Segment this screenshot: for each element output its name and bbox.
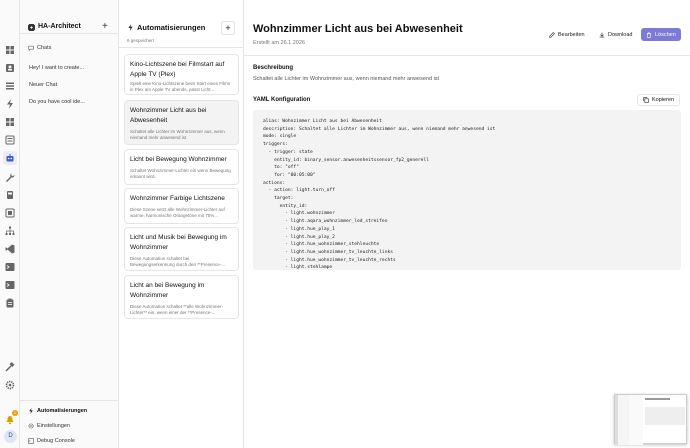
chat-sidebar xyxy=(20,0,119,448)
automation-card-desc: Diese Szene setzt alle Wohnzimmer-Lichter auf warme, harmonische Orangetöne mit 75%... xyxy=(130,207,225,218)
automation-card-desc: Schaltet alle Lichter im Wohnzimmer aus, wenn niemand mehr anwesend ist xyxy=(130,129,225,140)
yaml-code-block[interactable] xyxy=(253,110,681,270)
app-title: HA-Architect xyxy=(38,23,81,30)
automation-card-title: Licht und Musik bei Bewegung im Wohnzimmer xyxy=(130,234,227,251)
automation-card[interactable] xyxy=(124,188,239,224)
grid-icon[interactable] xyxy=(5,117,15,127)
divider xyxy=(244,55,690,56)
list-title: Automatisierungen xyxy=(137,23,206,32)
logo-icon xyxy=(28,24,35,31)
download-button-label: Download xyxy=(608,31,633,38)
edit-button-label: Bearbeiten xyxy=(558,31,585,38)
sidebar-footer xyxy=(20,400,119,448)
automation-card-title: Licht an bei Bewegung im Wohnzimmer xyxy=(130,282,205,299)
clipboard-icon[interactable] xyxy=(5,298,15,308)
automation-card-desc: Spielt eine Kino-Lichtszene beim Start eines Films in Plex am Apple TV abends, passt Licht... xyxy=(130,81,231,92)
chat-icon xyxy=(28,45,34,51)
notification-count: 1 xyxy=(13,410,17,415)
list-icon[interactable] xyxy=(5,135,15,145)
yaml-heading: YAML Konfiguration xyxy=(253,97,311,103)
automation-card-desc: Diese Automation schaltet **alle Wohnzimmer-Lichter** ein, wenn einer der **Presence-... xyxy=(130,304,223,315)
copy-button[interactable] xyxy=(637,94,680,106)
automation-card-title: Wohnzimmer Licht aus bei Abwesenheit xyxy=(130,107,207,124)
device-icon[interactable] xyxy=(5,190,15,200)
automation-card[interactable] xyxy=(124,227,239,271)
terminal-icon[interactable] xyxy=(5,280,15,290)
divider xyxy=(119,47,244,48)
automation-card-desc: Schaltet Wohnzimmer-Lichter ein wenn Bewegung erkannt wird. xyxy=(130,168,231,179)
nav-automations-label: Automatisierungen xyxy=(37,408,88,414)
trash-icon xyxy=(646,32,652,38)
wrench-icon[interactable] xyxy=(5,172,15,182)
account-box-icon[interactable] xyxy=(5,63,15,73)
nav-settings[interactable] xyxy=(28,423,70,429)
automation-card-desc: Diese Automation schaltet bei Bewegungserkennung durch den **Presence-... xyxy=(130,256,226,267)
automation-card-title: Licht bei Bewegung Wohnzimmer xyxy=(130,156,227,163)
hammer-icon[interactable] xyxy=(5,362,15,372)
gear-icon[interactable] xyxy=(5,380,15,390)
automation-detail xyxy=(244,0,690,448)
chat-item[interactable]: Do you have cool ide... xyxy=(29,99,85,105)
frame-icon[interactable] xyxy=(5,208,15,218)
nav-settings-label: Einstellungen xyxy=(37,423,71,429)
description-heading: Beschreibung xyxy=(253,65,294,71)
automation-card[interactable] xyxy=(124,54,239,95)
copy-button-label: Kopieren xyxy=(652,97,675,103)
lightning-icon xyxy=(28,408,34,414)
created-date: Erstellt am 26.1.2026 xyxy=(253,40,305,46)
delete-button-label: Löschen xyxy=(655,31,676,38)
pencil-icon xyxy=(549,32,555,38)
nav-debug-console[interactable] xyxy=(28,438,75,444)
notifications-button[interactable] xyxy=(5,412,15,422)
edit-button[interactable] xyxy=(544,28,590,41)
chat-item[interactable]: Neuer Chat xyxy=(29,82,58,88)
sidebar-header xyxy=(20,0,119,34)
gear-icon xyxy=(28,423,34,429)
automation-card[interactable] xyxy=(124,149,239,185)
terminal-icon xyxy=(28,438,34,444)
terminal-icon[interactable] xyxy=(5,262,15,272)
lightning-icon[interactable] xyxy=(5,99,15,109)
robot-icon[interactable] xyxy=(3,151,17,165)
grid-icon[interactable] xyxy=(5,45,15,55)
vscode-icon[interactable] xyxy=(5,244,15,254)
nav-automations[interactable] xyxy=(28,408,87,414)
page-title: Wohnzimmer Licht aus bei Abwesenheit xyxy=(253,23,463,35)
delete-button[interactable] xyxy=(641,28,681,41)
list-icon[interactable] xyxy=(5,81,15,91)
chats-label: Chats xyxy=(37,45,52,51)
add-automation-button[interactable]: + xyxy=(221,21,235,35)
automation-card-selected[interactable] xyxy=(124,100,239,145)
new-chat-button[interactable]: + xyxy=(102,21,108,32)
download-icon xyxy=(599,32,605,38)
download-button[interactable] xyxy=(594,28,637,41)
bell-icon xyxy=(5,415,15,425)
copy-icon xyxy=(643,97,649,103)
chat-item[interactable]: Hey! I want to create... xyxy=(29,65,85,71)
yaml-code: alias: Wohnzimmer Licht aus bei Abwesenheit description: Schaltet alle Lichter im Wohnzimmer aus, wenn niemand mehr anwesend ist mode: single triggers: - trigger: state entity_id: binary_sensor.anwesenheitssensor_fp2_generell to: "off" for: "00:05:00" actions: - action: light.turn_off target: entity_id: - light.wohnzimmer - light.aqara_wohnzimmer_led_streifen - light.hue_play_1 - light.hue_play_2 - light.hue_wohnzimmer_stehleuchte - light.hue_wohnzimmer_tv_leuchte_links - light.hue_wohnzimmer_tv_leuchte_rechts - light.stehlampe xyxy=(263,119,496,271)
screenshot-thumbnail[interactable] xyxy=(614,394,687,444)
automation-card-title: Kino-Lichtszene bei Filmstart auf Apple TV (Plex) xyxy=(130,61,225,78)
icon-rail xyxy=(0,0,20,448)
avatar[interactable]: D xyxy=(4,430,17,443)
list-count: 6 gespeichert xyxy=(127,38,155,43)
description-text: Schaltet alle Lichter im Wohnzimmer aus, wenn niemand mehr anwesend ist xyxy=(253,76,440,82)
automation-card-title: Wohnzimmer Farbige Lichtszene xyxy=(130,195,225,202)
hierarchy-icon[interactable] xyxy=(5,226,15,236)
lightning-icon xyxy=(127,24,134,31)
automation-card[interactable] xyxy=(124,275,239,319)
nav-debug-console-label: Debug Console xyxy=(37,438,75,444)
automation-list-panel xyxy=(119,0,244,448)
